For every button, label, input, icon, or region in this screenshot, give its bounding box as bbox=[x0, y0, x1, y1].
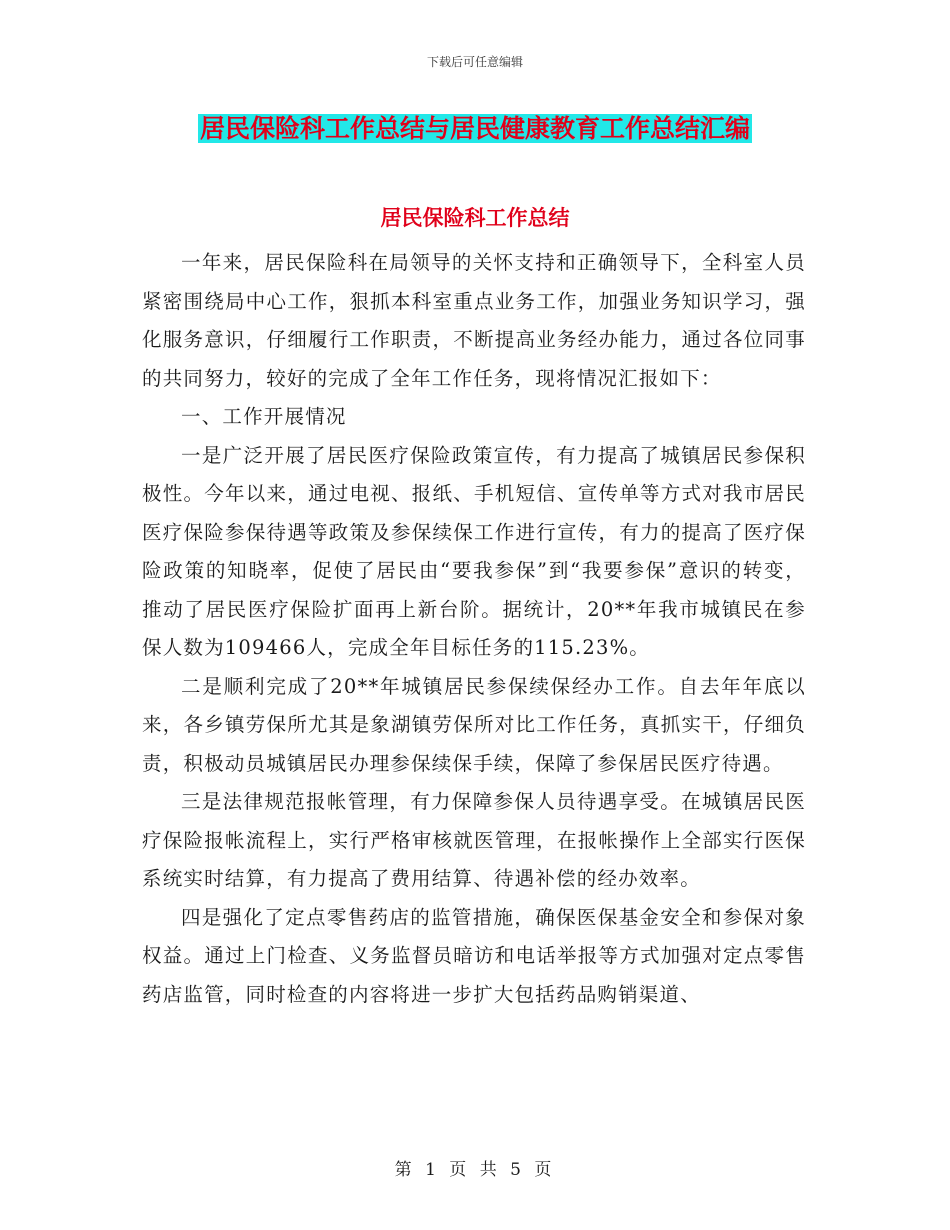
page-number: 第 1 页 共 5 页 bbox=[394, 1160, 556, 1180]
paragraph-item-3: 三是法律规范报帐管理，有力保障参保人员待遇享受。在城镇居民医疗保险报帐流程上，实行严格审核就医管理，在报帐操作上全部实行医保系统实时结算，有力提高了费用结算、待遇补偿的经办效率。 bbox=[142, 790, 806, 890]
paragraph-heading-work: 一、工作开展情况 bbox=[181, 405, 347, 428]
document-title-text: 居民保险科工作总结与居民健康教育工作总结汇编 bbox=[199, 114, 750, 143]
paragraph-item-2: 二是顺利完成了20**年城镇居民参保续保经办工作。自去年年底以来，各乡镇劳保所尤其是象湖镇劳保所对比工作任务，真抓实干，仔细负责，积极动员城镇居民办理参保续保手续，保障了参保居民医疗待遇。 bbox=[142, 674, 806, 775]
section-title: 居民保险科工作总结 bbox=[380, 205, 570, 230]
paragraph-item-4: 四是强化了定点零售药店的监管措施，确保医保基金安全和参保对象权益。通过上门检查、义务监督员暗访和电话举报等方式加强对定点零售药店监管，同时检查的内容将进一步扩大包括药品购销渠道、 bbox=[142, 905, 806, 1006]
document-body bbox=[142, 244, 806, 1014]
paragraph-intro: 一年来，居民保险科在局领导的关怀支持和正确领导下，全科室人员紧密围绕局中心工作，狠抓本科室重点业务工作，加强业务知识学习，强化服务意识，仔细履行工作职责，不断提高业务经办能力，通过各位同事的共同努力，较好的完成了全年工作任务，现将情况汇报如下： bbox=[142, 251, 806, 390]
header-note: 下载后可任意编辑 bbox=[426, 55, 523, 69]
document-title bbox=[0, 112, 950, 146]
paragraph-item-1: 一是广泛开展了居民医疗保险政策宣传，有力提高了城镇居民参保积极性。今年以来，通过电视、报纸、手机短信、宣传单等方式对我市居民医疗保险参保待遇等政策及参保续保工作进行宣传，有力的提高了医疗保险政策的知晓率，促使了居民由“要我参保”到“我要参保”意识的转变，推动了居民医疗保险扩面再上新台阶。据统计，20**年我市城镇民在参保人数为109466人，完成全年目标任务的115.23%。 bbox=[142, 443, 806, 659]
